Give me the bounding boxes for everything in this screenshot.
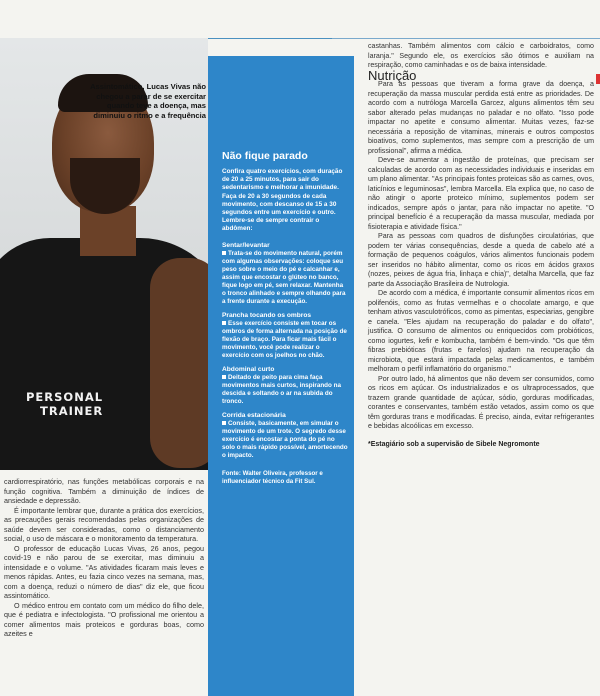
exercise-title: Sentar/levantar — [222, 241, 270, 249]
top-rule-right — [332, 38, 600, 39]
exercise-title: Corrida estacionária — [222, 411, 286, 419]
exercise-text-body: Trata-se do movimento natural, porém com algumas observações: coloque seu peso sobre o meio do pé e calcanhar e, assim que encostar o glúteo no banco, fique logo em pé, sem relaxar. Mantenha o tronco alinhado e sempre olhando para a frente durante a execução. — [222, 249, 346, 305]
bullet-icon — [222, 421, 226, 425]
shirt-print — [26, 390, 103, 418]
left-article-column — [4, 477, 204, 639]
exercise-text — [222, 420, 348, 460]
article-paragraph: Por outro lado, há alimentos que não devem ser consumidos, como os ricos em açúcar. Os industrializados e os ultraprocessados, que trazem grande quantidade de açúcar, sódio, gorduras modificadas, corantes e conservantes, também estão vetados, assim como os que têm gorduras trans e modificadas. É preciso, ainda, evitar refrigerantes e bebidas alcoólicas em excesso. — [368, 374, 594, 430]
article-paragraph: cardiorrespiratório, nas funções metabólicas corporais e na função cognitiva. Também a diminuição de índices de ansiedade e depressão. — [4, 477, 204, 505]
photo-arm — [150, 258, 208, 468]
exercise-text — [222, 250, 348, 306]
photo-caption: Assintomático, Lucas Vivas não chegou a parar de se exercitar quando teve a doença, mas diminuiu o ritmo e a frequência — [90, 82, 206, 120]
article-paragraph: Deve-se aumentar a ingestão de proteínas, que precisam ser calculadas de acordo com as necessidades individuais e inseridas em um plano alimentar. "As principais fontes proteicas são as carnes, ovos, laticínios e leguminosas", lembra Marcella. Ela explica que, no caso de não atingir o aporte proteico mínimo, suplementos podem ser indicados, sempre após o jantar, para não impactar no apetite. "O principal benefício é a recuperação da massa muscular, mediada por fisioterapia e atividade física." — [368, 156, 594, 231]
article-paragraph: Para as pessoas que tiveram a forma grave da doença, a recuperação da massa muscular perdida está entre as prioridades. De acordo com a nutróloga Marcella Garcez, alguns alimentos têm seu sabor alterado pelas mudanças no paladar e no olfato. "Isso pode impactar no apetite e consumo alimentar. Muitas vezes, faz-se necessária a reposição de vitaminas, minerais e outros compostos bioativos, como suplementos, mas sempre com a prescrição de um profissional", afirma a médica. — [368, 80, 594, 155]
sidebar-title: Não fique parado — [222, 150, 308, 162]
exercise-text-body: Consiste, basicamente, em simular o movimento de um trote. O segredo desse exercício é encostar a ponta do pé no solo o mais rápido possível, amortecendo o impacto. — [222, 419, 348, 459]
exercise-text-body: Deitado de peito para cima faça movimentos mais curtos, inspirando na descida e soltando o ar na subida do tronco. — [222, 373, 341, 405]
section-heading: Nutrição — [368, 67, 417, 83]
bullet-icon — [222, 375, 226, 379]
article-paragraph: De acordo com a médica, é importante consumir alimentos ricos em polifenóis, como as frutas vermelhas e o chocolate amargo, e que tenham ativos vasculotróficos, como as pimentas, especiarias, gengibre e canela. "Eles ajudam na recuperação do paladar e do olfato", justifica. O consumo de alimentos ou enriquecidos com probióticos, como iogurtes, kefir e kombucha, também é bem-vindo. "Os que têm fibras prebióticas (frutas e farelos) ajudam na recuperação da microbiota, que estará impactada pelas medicamentos, e também melhoram o perfil inflamatório do organismo." — [368, 289, 594, 373]
exercise-text — [222, 374, 348, 406]
exercise-sidebar — [208, 56, 354, 696]
exercise-title: Abdominal curto — [222, 365, 275, 373]
page-edge-marker — [596, 74, 600, 84]
shirt-print-line1: PERSONAL — [26, 390, 104, 404]
right-article-column — [368, 42, 594, 449]
footnote: *Estagiário sob a supervisão de Sibele Negromonte — [368, 440, 540, 448]
article-paragraph: É importante lembrar que, durante a prática dos exercícios, as precauções gerais recomendadas pelas organizações de saúde devem ser consideradas, como o distanciamento social, o uso de máscara e o monitoramento da temperatura. — [4, 505, 204, 543]
article-paragraph: Para as pessoas com quadros de disfunções circulatórias, que podem ter várias consequências, desde a queda de cabelo até a formação de pequenos coágulos, vários alimentos funcionais podem ser inseridos no hábito alimentar, como os ricos em ácidos graxos (nozes, peixes de água fria, linhaça e chia)", detalha Marcella, que faz parte da Associação Brasileira de Nutrologia. — [368, 232, 594, 288]
exercise-title: Prancha tocando os ombros — [222, 311, 312, 319]
bullet-icon — [222, 321, 226, 325]
shirt-print-line2: TRAINER — [40, 404, 104, 418]
bullet-icon — [222, 251, 226, 255]
article-paragraph: castanhas. Também alimentos com cálcio e carboidratos, como laranja." Segundo ele, os exercícios são ótimos e auxiliam na respiração, como caminhadas e os de baixa intensidade. — [368, 42, 594, 69]
article-paragraph: O médico entrou em contato com um médico do filho dele, que é pediatra e infectologista. "O profissional me orientou a comer alimentos mais proteicos e gorduras boas, como azeites e — [4, 600, 204, 638]
sidebar-source: Fonte: Walter Oliveira, professor e influenciador técnico da Fit Sul. — [222, 469, 323, 485]
article-paragraph: O professor de educação Lucas Vivas, 26 anos, pegou covid-19 e não parou de se exercitar, mas diminuiu a intensidade e o volume. "As atividades ficaram mais leves e menos rápidas. Antes, eu fazia cinco vezes na semana, mas, com a doença, reduzi o número de dias" diz ele, que ficou assintomático. — [4, 543, 204, 600]
sidebar-intro: Confira quatro exercícios, com duração de 20 a 25 minutos, para sair do sedentarismo e melhorar a imunidade. Faça de 20 a 30 segundos de cada movimento, com descanso de 15 a 30 segundos entre um exercício e outro. Lembre-se de sempre contrair o abdômen: — [222, 168, 343, 233]
exercise-text — [222, 320, 348, 360]
exercise-text-body: Esse exercício consiste em tocar os ombros de forma alternada na posição de flexão de braço. Para ficar mais fácil o movimento, você pode realizar o exercício com os joelhos no chão. — [222, 319, 347, 359]
